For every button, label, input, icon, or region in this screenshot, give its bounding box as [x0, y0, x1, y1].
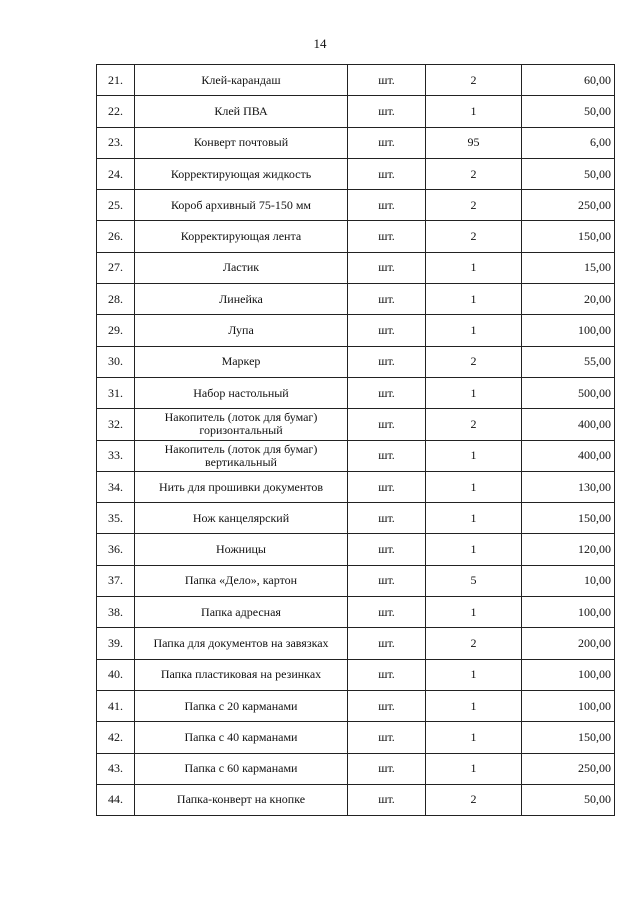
- row-number-cell: [97, 628, 135, 659]
- quantity-cell: [426, 534, 522, 565]
- table-row: [97, 753, 615, 784]
- unit-of-measure-cell: [348, 96, 426, 127]
- table-row: [97, 409, 615, 440]
- price: 60,00: [584, 72, 611, 87]
- quantity-cell: [426, 628, 522, 659]
- item-name: Клей-карандаш: [201, 72, 281, 87]
- row-number-cell: [97, 722, 135, 753]
- item-name-cell: [135, 315, 348, 346]
- unit-of-measure: шт.: [378, 667, 395, 682]
- quantity: 1: [470, 761, 477, 776]
- unit-of-measure: шт.: [378, 542, 395, 557]
- price-cell: [522, 284, 615, 315]
- quantity-cell: [426, 96, 522, 127]
- price-cell: [522, 534, 615, 565]
- quantity-cell: [426, 565, 522, 596]
- quantity: 2: [470, 72, 477, 87]
- quantity-cell: [426, 503, 522, 534]
- row-number-cell: [97, 503, 135, 534]
- table-row: [97, 440, 615, 471]
- unit-of-measure: шт.: [378, 416, 395, 431]
- item-name-cell: [135, 722, 348, 753]
- quantity: 2: [470, 792, 477, 807]
- item-name: Накопитель (лоток для бумаг) вертикальный: [164, 441, 318, 469]
- row-number: 39.: [108, 635, 123, 650]
- price-cell: [522, 127, 615, 158]
- table-row: [97, 784, 615, 815]
- row-number: 42.: [108, 729, 123, 744]
- price-cell: [522, 409, 615, 440]
- quantity: 1: [470, 667, 477, 682]
- quantity: 1: [470, 448, 477, 463]
- quantity-cell: [426, 315, 522, 346]
- quantity-cell: [426, 190, 522, 221]
- row-number: 41.: [108, 698, 123, 713]
- item-name: Лупа: [228, 323, 254, 338]
- row-number-cell: [97, 65, 135, 96]
- unit-of-measure-cell: [348, 659, 426, 690]
- row-number: 22.: [108, 103, 123, 118]
- item-name: Корректирующая лента: [180, 229, 302, 244]
- row-number-cell: [97, 96, 135, 127]
- table-row: [97, 127, 615, 158]
- price: 50,00: [584, 166, 611, 181]
- item-name: Накопитель (лоток для бумаг) горизонтальный: [164, 410, 318, 438]
- quantity-cell: [426, 409, 522, 440]
- row-number: 37.: [108, 573, 123, 588]
- quantity-cell: [426, 440, 522, 471]
- table-row: [97, 377, 615, 408]
- unit-of-measure-cell: [348, 221, 426, 252]
- unit-of-measure: шт.: [378, 510, 395, 525]
- quantity-cell: [426, 753, 522, 784]
- price: 100,00: [578, 604, 611, 619]
- table-row: [97, 503, 615, 534]
- row-number: 31.: [108, 385, 123, 400]
- item-name-cell: [135, 440, 348, 471]
- item-name: Линейка: [219, 291, 263, 306]
- price: 100,00: [578, 667, 611, 682]
- unit-of-measure-cell: [348, 753, 426, 784]
- item-name-cell: [135, 471, 348, 502]
- unit-of-measure-cell: [348, 690, 426, 721]
- item-name: Ножницы: [216, 542, 266, 557]
- item-name-cell: [135, 221, 348, 252]
- quantity-cell: [426, 252, 522, 283]
- item-name: Клей ПВА: [214, 103, 268, 118]
- quantity: 1: [470, 698, 477, 713]
- price-cell: [522, 753, 615, 784]
- unit-of-measure-cell: [348, 252, 426, 283]
- row-number: 23.: [108, 135, 123, 150]
- unit-of-measure-cell: [348, 503, 426, 534]
- table-row: [97, 628, 615, 659]
- row-number: 32.: [108, 416, 123, 431]
- quantity: 2: [470, 635, 477, 650]
- unit-of-measure-cell: [348, 597, 426, 628]
- item-name: Нож канцелярский: [192, 510, 290, 525]
- unit-of-measure-cell: [348, 158, 426, 189]
- price: 20,00: [584, 291, 611, 306]
- quantity-cell: [426, 722, 522, 753]
- price-cell: [522, 440, 615, 471]
- unit-of-measure: шт.: [378, 385, 395, 400]
- row-number-cell: [97, 127, 135, 158]
- row-number: 36.: [108, 542, 123, 557]
- row-number: 43.: [108, 761, 123, 776]
- quantity: 2: [470, 416, 477, 431]
- row-number: 38.: [108, 604, 123, 619]
- table-row: [97, 534, 615, 565]
- row-number: 35.: [108, 510, 123, 525]
- unit-of-measure: шт.: [378, 323, 395, 338]
- row-number-cell: [97, 158, 135, 189]
- quantity-cell: [426, 221, 522, 252]
- table-row: [97, 284, 615, 315]
- price: 50,00: [584, 792, 611, 807]
- unit-of-measure-cell: [348, 784, 426, 815]
- unit-of-measure: шт.: [378, 135, 395, 150]
- item-name-cell: [135, 409, 348, 440]
- price: 150,00: [578, 229, 611, 244]
- quantity: 95: [467, 135, 480, 150]
- unit-of-measure-cell: [348, 65, 426, 96]
- row-number-cell: [97, 440, 135, 471]
- unit-of-measure: шт.: [378, 260, 395, 275]
- item-name: Папка для документов на завязках: [153, 635, 329, 650]
- quantity: 1: [470, 510, 477, 525]
- price: 120,00: [578, 542, 611, 557]
- price-cell: [522, 659, 615, 690]
- quantity: 1: [470, 385, 477, 400]
- row-number-cell: [97, 565, 135, 596]
- price: 100,00: [578, 323, 611, 338]
- price-cell: [522, 346, 615, 377]
- unit-of-measure: шт.: [378, 229, 395, 244]
- table-row: [97, 221, 615, 252]
- unit-of-measure: шт.: [378, 166, 395, 181]
- item-name-cell: [135, 190, 348, 221]
- price-cell: [522, 65, 615, 96]
- row-number-cell: [97, 377, 135, 408]
- row-number-cell: [97, 597, 135, 628]
- quantity: 5: [470, 573, 477, 588]
- price: 200,00: [578, 635, 611, 650]
- row-number-cell: [97, 190, 135, 221]
- quantity: 1: [470, 604, 477, 619]
- quantity: 1: [470, 323, 477, 338]
- item-name-cell: [135, 628, 348, 659]
- price: 150,00: [578, 510, 611, 525]
- quantity: 1: [470, 291, 477, 306]
- row-number: 25.: [108, 197, 123, 212]
- item-name: Папка «Дело», картон: [184, 573, 298, 588]
- quantity: 2: [470, 166, 477, 181]
- price-cell: [522, 221, 615, 252]
- price-cell: [522, 784, 615, 815]
- unit-of-measure-cell: [348, 346, 426, 377]
- item-name-cell: [135, 534, 348, 565]
- unit-of-measure-cell: [348, 409, 426, 440]
- price: 15,00: [584, 260, 611, 275]
- item-name-cell: [135, 753, 348, 784]
- quantity-cell: [426, 284, 522, 315]
- table-row: [97, 65, 615, 96]
- price: 400,00: [578, 448, 611, 463]
- unit-of-measure-cell: [348, 722, 426, 753]
- row-number: 26.: [108, 229, 123, 244]
- item-name: Короб архивный 75-150 мм: [170, 197, 311, 212]
- table-row: [97, 158, 615, 189]
- unit-of-measure: шт.: [378, 729, 395, 744]
- unit-of-measure-cell: [348, 628, 426, 659]
- row-number-cell: [97, 690, 135, 721]
- unit-of-measure: шт.: [378, 479, 395, 494]
- price: 150,00: [578, 729, 611, 744]
- table-row: [97, 315, 615, 346]
- price-cell: [522, 315, 615, 346]
- price: 55,00: [584, 354, 611, 369]
- quantity: 1: [470, 542, 477, 557]
- item-name: Маркер: [221, 354, 261, 369]
- quantity: 2: [470, 229, 477, 244]
- unit-of-measure-cell: [348, 377, 426, 408]
- price-cell: [522, 158, 615, 189]
- item-name-cell: [135, 597, 348, 628]
- price-cell: [522, 190, 615, 221]
- item-name: Папка с 40 карманами: [184, 729, 298, 744]
- row-number-cell: [97, 409, 135, 440]
- unit-of-measure-cell: [348, 471, 426, 502]
- table-row: [97, 722, 615, 753]
- item-name: Конверт почтовый: [193, 135, 289, 150]
- row-number-cell: [97, 784, 135, 815]
- item-name-cell: [135, 377, 348, 408]
- item-name: Ластик: [222, 260, 260, 275]
- price-cell: [522, 96, 615, 127]
- unit-of-measure-cell: [348, 190, 426, 221]
- quantity-cell: [426, 784, 522, 815]
- item-name: Папка с 60 карманами: [184, 761, 298, 776]
- page-number: 14: [313, 36, 327, 51]
- table-row: [97, 471, 615, 502]
- quantity: 2: [470, 197, 477, 212]
- item-name-cell: [135, 284, 348, 315]
- quantity: 2: [470, 354, 477, 369]
- price-cell: [522, 252, 615, 283]
- unit-of-measure-cell: [348, 534, 426, 565]
- row-number-cell: [97, 221, 135, 252]
- item-name-cell: [135, 158, 348, 189]
- price: 500,00: [578, 385, 611, 400]
- unit-of-measure: шт.: [378, 635, 395, 650]
- price-cell: [522, 690, 615, 721]
- price: 250,00: [578, 197, 611, 212]
- price: 250,00: [578, 761, 611, 776]
- item-name-cell: [135, 503, 348, 534]
- price-cell: [522, 628, 615, 659]
- row-number-cell: [97, 346, 135, 377]
- row-number: 33.: [108, 448, 123, 463]
- price: 100,00: [578, 698, 611, 713]
- row-number: 27.: [108, 260, 123, 275]
- price: 400,00: [578, 416, 611, 431]
- table-body: [97, 65, 615, 816]
- item-name-cell: [135, 565, 348, 596]
- quantity-cell: [426, 158, 522, 189]
- unit-of-measure: шт.: [378, 103, 395, 118]
- row-number: 34.: [108, 479, 123, 494]
- row-number: 21.: [108, 72, 123, 87]
- quantity-cell: [426, 346, 522, 377]
- unit-of-measure: шт.: [378, 761, 395, 776]
- price: 6,00: [590, 135, 611, 150]
- unit-of-measure-cell: [348, 440, 426, 471]
- quantity: 1: [470, 260, 477, 275]
- unit-of-measure: шт.: [378, 573, 395, 588]
- row-number-cell: [97, 315, 135, 346]
- table-row: [97, 96, 615, 127]
- item-name-cell: [135, 346, 348, 377]
- quantity-cell: [426, 659, 522, 690]
- price-cell: [522, 722, 615, 753]
- unit-of-measure: шт.: [378, 291, 395, 306]
- unit-of-measure: шт.: [378, 604, 395, 619]
- item-name-cell: [135, 690, 348, 721]
- item-name-cell: [135, 784, 348, 815]
- price-cell: [522, 597, 615, 628]
- row-number: 40.: [108, 667, 123, 682]
- unit-of-measure: шт.: [378, 792, 395, 807]
- unit-of-measure: шт.: [378, 448, 395, 463]
- quantity-cell: [426, 377, 522, 408]
- row-number: 28.: [108, 291, 123, 306]
- quantity: 1: [470, 103, 477, 118]
- unit-of-measure: шт.: [378, 197, 395, 212]
- quantity-cell: [426, 127, 522, 158]
- unit-of-measure-cell: [348, 127, 426, 158]
- quantity-cell: [426, 690, 522, 721]
- table-row: [97, 346, 615, 377]
- row-number-cell: [97, 753, 135, 784]
- price: 10,00: [584, 573, 611, 588]
- table-row: [97, 252, 615, 283]
- unit-of-measure: шт.: [378, 354, 395, 369]
- item-name: Папка с 20 карманами: [184, 698, 298, 713]
- item-name: Набор настольный: [193, 385, 289, 400]
- row-number-cell: [97, 471, 135, 502]
- row-number: 29.: [108, 323, 123, 338]
- price: 50,00: [584, 103, 611, 118]
- table-row: [97, 659, 615, 690]
- row-number: 24.: [108, 166, 123, 181]
- table-row: [97, 190, 615, 221]
- quantity-cell: [426, 471, 522, 502]
- unit-of-measure-cell: [348, 315, 426, 346]
- unit-of-measure: шт.: [378, 698, 395, 713]
- supplies-table: [96, 64, 615, 816]
- table-row: [97, 565, 615, 596]
- quantity: 1: [470, 729, 477, 744]
- row-number-cell: [97, 252, 135, 283]
- quantity: 1: [470, 479, 477, 494]
- item-name: Папка адресная: [201, 604, 281, 619]
- unit-of-measure-cell: [348, 284, 426, 315]
- price-cell: [522, 503, 615, 534]
- item-name: Папка-конверт на кнопке: [176, 792, 306, 807]
- row-number: 44.: [108, 792, 123, 807]
- row-number-cell: [97, 659, 135, 690]
- item-name-cell: [135, 127, 348, 158]
- price-cell: [522, 471, 615, 502]
- table-row: [97, 690, 615, 721]
- unit-of-measure: шт.: [378, 72, 395, 87]
- price-cell: [522, 377, 615, 408]
- row-number-cell: [97, 284, 135, 315]
- unit-of-measure-cell: [348, 565, 426, 596]
- item-name-cell: [135, 65, 348, 96]
- row-number-cell: [97, 534, 135, 565]
- price-cell: [522, 565, 615, 596]
- item-name: Корректирующая жидкость: [170, 166, 312, 181]
- table-row: [97, 597, 615, 628]
- item-name-cell: [135, 252, 348, 283]
- item-name: Папка пластиковая на резинках: [160, 667, 322, 682]
- item-name-cell: [135, 659, 348, 690]
- price: 130,00: [578, 479, 611, 494]
- quantity-cell: [426, 597, 522, 628]
- item-name: Нить для прошивки документов: [158, 479, 324, 494]
- row-number: 30.: [108, 354, 123, 369]
- item-name-cell: [135, 96, 348, 127]
- quantity-cell: [426, 65, 522, 96]
